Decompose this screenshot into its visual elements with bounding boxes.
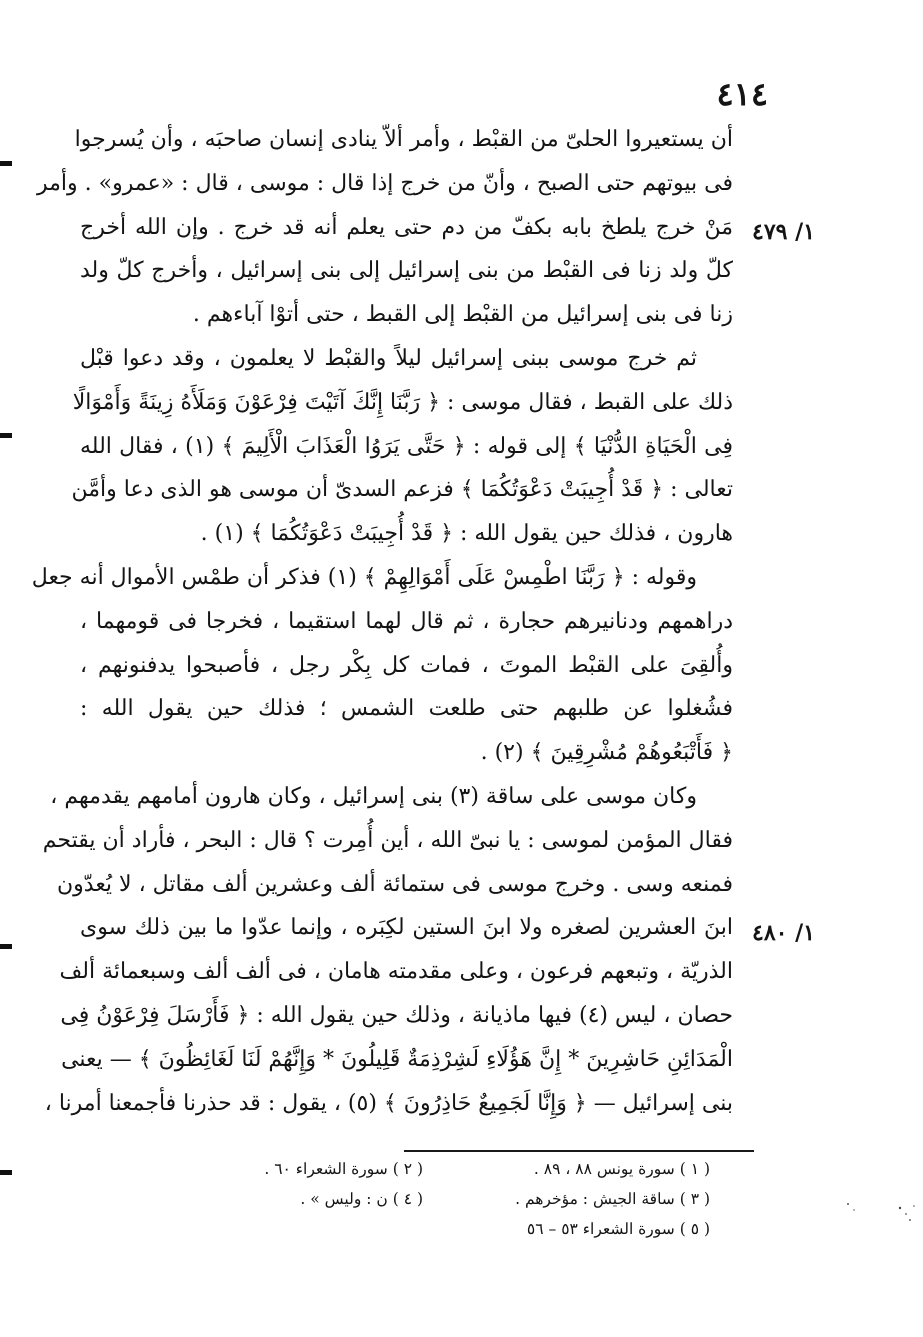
text-line: حصان ، ليس (٤) فيها ماذيانة ، وذلك حين يقول الله : ﴿ فَأَرْسَلَ فِرْعَوْنُ فِى <box>60 1002 733 1028</box>
text-line: مَنْ خرج يلطخ بابه بكفّ من دم حتى يعلم أنه قد خرج . وإن الله أخرج <box>80 214 733 240</box>
scan-edge-mark <box>0 944 12 949</box>
scan-edge-mark <box>0 433 12 438</box>
marginal-reference: ١/ ٤٨٠ <box>752 920 815 946</box>
text-line: تعالى : ﴿ قَدْ أُجِيبَتْ دَعْوَتُكُمَا ﴾ فزعم السدىّ أن موسى هو الذى دعا وأمَّن <box>71 477 733 503</box>
footnote: ( ٣ ) ساقة الجيش : مؤخرهم . <box>515 1190 710 1208</box>
text-line: هارون ، فذلك حين يقول الله : ﴿ قَدْ أُجِيبَتْ دَعْوَتُكُمَا ﴾ (١) . <box>200 521 733 547</box>
scan-edge-mark <box>0 1170 12 1175</box>
scan-edge-mark <box>0 161 12 166</box>
footnote: ( ٤ ) ن : وليس » . <box>300 1190 423 1208</box>
text-line: فِى الْحَيَاةِ الدُّنْيَا ﴾ إلى قوله : ﴿ حَتَّى يَرَوُا الْعَذَابَ الْأَلِيمَ ﴾ (١) ، فقال الله <box>80 433 733 459</box>
text-line: ذلك على القبط ، فقال موسى : ﴿ رَبَّنَا إِنَّكَ آتَيْتَ فِرْعَوْنَ وَمَلَأَهُ زِينَةً وَأَمْوَالًا <box>72 389 733 415</box>
text-line: زنا فى بنى إسرائيل من القبْط إلى القبط ، حتى أتوْا آباءهم . <box>192 302 733 328</box>
text-line: وأُلقِىَ على القبْط الموتَ ، فمات كل بِكْر رجل ، فأصبحوا يدفنونهم ، <box>80 652 733 678</box>
text-line: فقال المؤمن لموسى : يا نبىّ الله ، أين أُمِرت ؟ قال : البحر ، فأراد أن يقتحم <box>42 827 733 853</box>
text-line: الْمَدَائِنِ حَاشِرِينَ * إِنَّ هَؤُلَاءِ لَشِرْذِمَةٌ قَلِيلُونَ * وَإِنَّهُمْ لَنَا لَغَائِظُونَ ﴾ — يعنى <box>61 1046 733 1072</box>
footnote: ( ١ ) سورة يونس ٨٨ ، ٨٩ . <box>533 1160 710 1178</box>
marginal-reference: ١/ ٤٧٩ <box>752 219 815 245</box>
footnote-divider <box>404 1150 754 1152</box>
text-line: فمنعه وسى . وخرج موسى فى ستمائة ألف وعشرين ألف مقاتل ، لا يُعدّون <box>56 871 733 897</box>
body-text <box>31 118 733 1125</box>
text-line: فشُغلوا عن طلبهم حتى طلعت الشمس ؛ فذلك حين يقول الله : <box>80 696 733 722</box>
text-line: ﴿ فَأَتْبَعُوهُمْ مُشْرِقِينَ ﴾ (٢) . <box>480 740 733 766</box>
text-line: ابنَ العشرين لصغره ولا ابنَ الستين لكِبَره ، وإنما عدّوا ما بين ذلك سوى <box>80 915 733 941</box>
text-line: أن يستعيروا الحلىّ من القبْط ، وأمر ألاّ ينادى إنسان صاحبَه ، وأن يُسرجوا <box>74 127 733 152</box>
scan-specks <box>840 1198 920 1238</box>
text-line: دراهمهم ودنانيرهم حجارة ، ثم قال لهما استقيما ، فخرجا فى قومهما ، <box>80 608 733 634</box>
text-line: بنى إسرائيل — ﴿ وَإِنَّا لَجَمِيعٌ حَاذِرُونَ ﴾ (٥) ، يقول : قد حذرنا فأجمعنا أمرنا ، <box>44 1090 733 1116</box>
page-number: ٤١٤ <box>716 75 768 113</box>
footnote: ( ٥ ) سورة الشعراء ٥٣ – ٥٦ <box>526 1220 710 1238</box>
text-line: كلّ ولد زنا فى القبْط من بنى إسرائيل إلى بنى إسرائيل ، وأخرج كلّ ولد <box>80 258 733 284</box>
text-line: وقوله : ﴿ رَبَّنَا اطْمِسْ عَلَى أَمْوَالِهِمْ ﴾ (١) فذكر أن طمْس الأموال أنه جعل <box>31 564 697 590</box>
text-line: ثم خرج موسى ببنى إسرائيل ليلاً والقبْط لا يعلمون ، وقد دعوا قبْل <box>80 345 697 371</box>
footnote: ( ٢ ) سورة الشعراء ٦٠ . <box>264 1160 423 1178</box>
text-line: وكان موسى على ساقة (٣) بنى إسرائيل ، وكان هارون أمامهم يقدمهم ، <box>50 783 697 809</box>
text-line: فى بيوتهم حتى الصبح ، وأنّ من خرج إذا قال : موسى ، قال : «عمرو» . وأمر <box>37 170 733 196</box>
text-line: الذريّة ، وتبعهم فرعون ، وعلى مقدمته هامان ، فى ألف ألف وسبعمائة ألف <box>59 959 733 985</box>
